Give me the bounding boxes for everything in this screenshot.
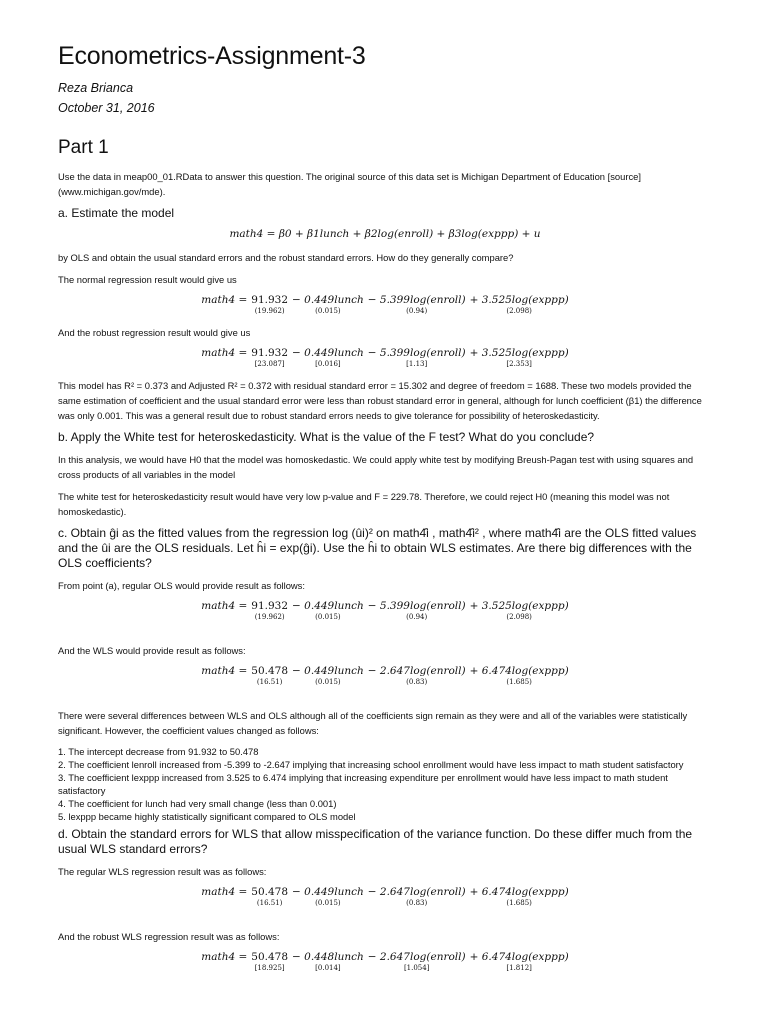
equation-wls-regular: math4 = 50.478 (16.51) − 0.449lunch (0.015) − 2.647log(enroll) (0.83) + 6.474log(exppp) (1.685) [201, 886, 569, 907]
equation-ols-normal: math4 = 91.932 (19.962) − 0.449lunch (0.015) − 5.399log(enroll) (0.94) + 3.525log(exppp) (2.098) [201, 294, 569, 315]
document-title: Econometrics-Assignment-3 [58, 42, 366, 70]
qd-robust-intro: And the robust WLS regression result was as follows: [58, 931, 280, 942]
question-d: d. Obtain the standard errors for WLS that allow misspecification of the variance function. Do these differ much from the usual WLS standard errors? [58, 827, 693, 856]
model-equation: math4 = β0 + β1lunch + β2log(enroll) + β3log(exppp) + u [229, 228, 541, 240]
equation-ols-robust: math4 = 91.932 [23.087] − 0.449lunch [0.016] − 5.399log(enroll) [1.13] + 3.525log(exppp) [2.353] [201, 347, 569, 368]
differences-list [58, 745, 712, 823]
qb-paragraph-2: The white test for heteroskedasticity result would have very low p-value and F = 229.78. Therefore, we could reject H0 (meaning this model was not homoskedastic). [58, 491, 670, 517]
qa-after: by OLS and obtain the usual standard errors and the robust standard errors. How do they generally compare? [58, 252, 514, 263]
qb-paragraph-1: In this analysis, we would have H0 that the model was homoskedastic. We could apply white test by modifying Breush-Pagan test with using squares and cross products of all variables in the model [58, 454, 694, 480]
qa-normal-intro: The normal regression result would give us [58, 274, 237, 285]
equation-wls-robust: math4 = 50.478 [18.925] − 0.448lunch [0.014] − 2.647log(enroll) [1.054] + 6.474log(exppp) [1.812] [201, 951, 569, 972]
intro-paragraph: Use the data in meap00_01.RData to answer this question. The original source of this data set is Michigan Department of Education [source] (www.michigan.gov/mde). [58, 171, 641, 197]
author: Reza Brianca [58, 81, 134, 95]
list-item: 4. The coefficient for lunch had very small change (less than 0.001) [58, 798, 337, 809]
qc-wls-intro: And the WLS would provide result as follows: [58, 645, 246, 656]
list-item: 5. lexppp became highly statistically significant compared to OLS model [58, 811, 356, 822]
date: October 31, 2016 [58, 101, 155, 115]
list-item: 3. The coefficient lexppp increased from 3.525 to 6.474 implying that increasing expenditure per enrollment would have less impact to math student satisfactory [58, 772, 668, 796]
question-a: a. Estimate the model [58, 206, 175, 220]
qd-regular-intro: The regular WLS regression result was as follows: [58, 866, 267, 877]
question-b: b. Apply the White test for heteroskedasticity. What is the value of the F test? What do you conclude? [58, 430, 595, 444]
qc-discussion: There were several differences between WLS and OLS although all of the coefficients sign remain as they were and all of the variables were statistically significant. However, the coefficient values changed as follows: [58, 710, 688, 736]
qc-ols-intro: From point (a), regular OLS would provide result as follows: [58, 580, 305, 591]
qa-conclusion: This model has R² = 0.373 and Adjusted R² = 0.372 with residual standard error = 15.302 and degree of freedom = 1688. These two models provided the same estimation of coefficient and the usual standard error were less than robust standard error in general, although for lunch coefficient (β1) the difference was only 0.001. This was a general result due to robust standard errors needs to give tolerance for possibility of heteroskedasticity. [58, 380, 702, 421]
document-meta [58, 78, 712, 118]
question-c: c. Obtain ĝi as the fitted values from the regression log (ûi)² on math4̂i , math4̂i² , where math4̂i are the OLS fitted values and the ûi are the OLS residuals. Let ĥi = exp(ĝi). Use the ĥi to obtain WLS estimates. Are there big differences with the OLS coefficients? [58, 526, 697, 570]
equation-ols-c: math4 = 91.932 (19.962) − 0.449lunch (0.015) − 5.399log(enroll) (0.94) + 3.525log(exppp) (2.098) [201, 600, 569, 621]
list-item: 2. The coefficient lenroll increased from -5.399 to -2.647 implying that increasing school enrollment would have less impact to math student satisfactory [58, 759, 684, 770]
part-heading: Part 1 [58, 137, 109, 158]
equation-wls-c: math4 = 50.478 (16.51) − 0.449lunch (0.015) − 2.647log(enroll) (0.83) + 6.474log(exppp) (1.685) [201, 665, 569, 686]
qa-robust-intro: And the robust regression result would give us [58, 327, 251, 338]
list-item: 1. The intercept decrease from 91.932 to 50.478 [58, 746, 259, 757]
